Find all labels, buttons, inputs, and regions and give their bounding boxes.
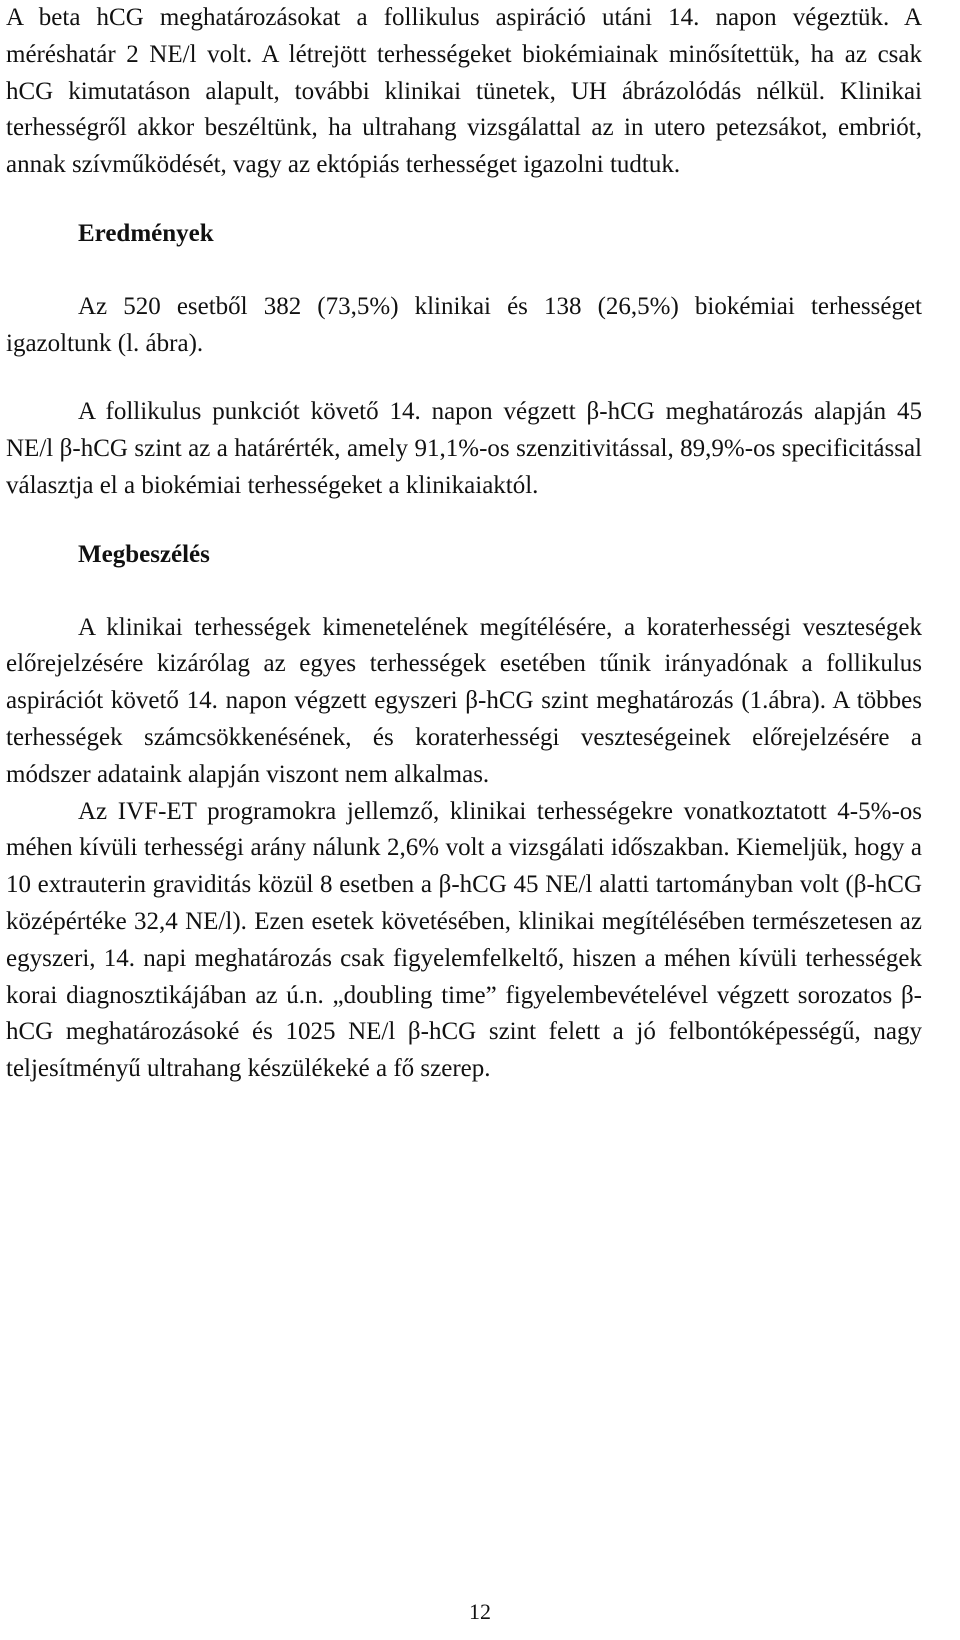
spacer	[6, 253, 922, 289]
discussion-heading: Megbeszélés	[78, 540, 210, 568]
spacer	[6, 184, 922, 216]
page-number: 12	[469, 1599, 491, 1624]
results-paragraph-2: A follikulus punkciót követő 14. napon végzett β-hCG meghatározás alapján 45 NE/l β-hCG szint az a határérték, amely 91,1%-os szenzitivitással, 89,9%-os specificitással választja el a biokémiai terhességeket a klinikaiaktól.	[6, 398, 922, 499]
spacer	[6, 362, 922, 394]
results-paragraph-1: Az 520 esetből 382 (73,5%) klinikai és 138 (26,5%) biokémiai terhességet igazoltunk (l. ábra).	[6, 292, 922, 357]
spacer	[6, 505, 922, 537]
results-heading: Eredmények	[78, 219, 214, 247]
discussion-paragraph-2: Az IVF-ET programokra jellemző, klinikai terhességekre vonatkoztatott 4-5%-os méhen kívüli terhességi arány nálunk 2,6% volt a vizsgálati időszakban. Kiemeljük, hogy a 10 extrauterin graviditás közül 8 esetben a β-hCG 45 NE/l alatti tartományban volt (β-hCG középértéke 32,4 NE/l). Ezen esetek követésében, klinikai megítélésében természetesen az egyszeri, 14. napi meghatározás csak figyelemfelkeltő, hiszen a méhen kívüli terhességek korai diagnosztikájában az ú.n. „doubling time” figyelembevételével végzett sorozatos β-hCG meghatározásoké és 1025 NE/l β-hCG szint felett a jó felbontóképességű, nagy teljesítményű ultrahang készülékeké a fő szerep.	[6, 797, 922, 1083]
methods-paragraph: A beta hCG meghatározásokat a follikulus aspiráció utáni 14. napon végeztük. A méréshatár 2 NE/l volt. A létrejött terhességeket biokémiainak minősítettük, ha az csak hCG kimutatáson alapult, további klinikai tünetek, UH ábrázolódás nélkül. Klinikai terhességről akkor beszéltünk, ha ultrahang vizsgálattal az in utero petezsákot, embriót, annak szívműködését, vagy az ektópiás terhességet igazolni tudtuk.	[6, 4, 922, 179]
discussion-paragraph-1: A klinikai terhességek kimenetelének megítélésére, a koraterhességi veszteségek előrejelzésére kizárólag az egyes terhességek esetében tűnik irányadónak a follikulus aspirációt követő 14. napon végzett egyszeri β-hCG szint meghatározás (1.ábra). A többes terhességek számcsökkenésének, és koraterhességi veszteségeinek előrejelzésére a módszer adataink alapján viszont nem alkalmas.	[6, 613, 922, 788]
spacer	[6, 574, 922, 610]
